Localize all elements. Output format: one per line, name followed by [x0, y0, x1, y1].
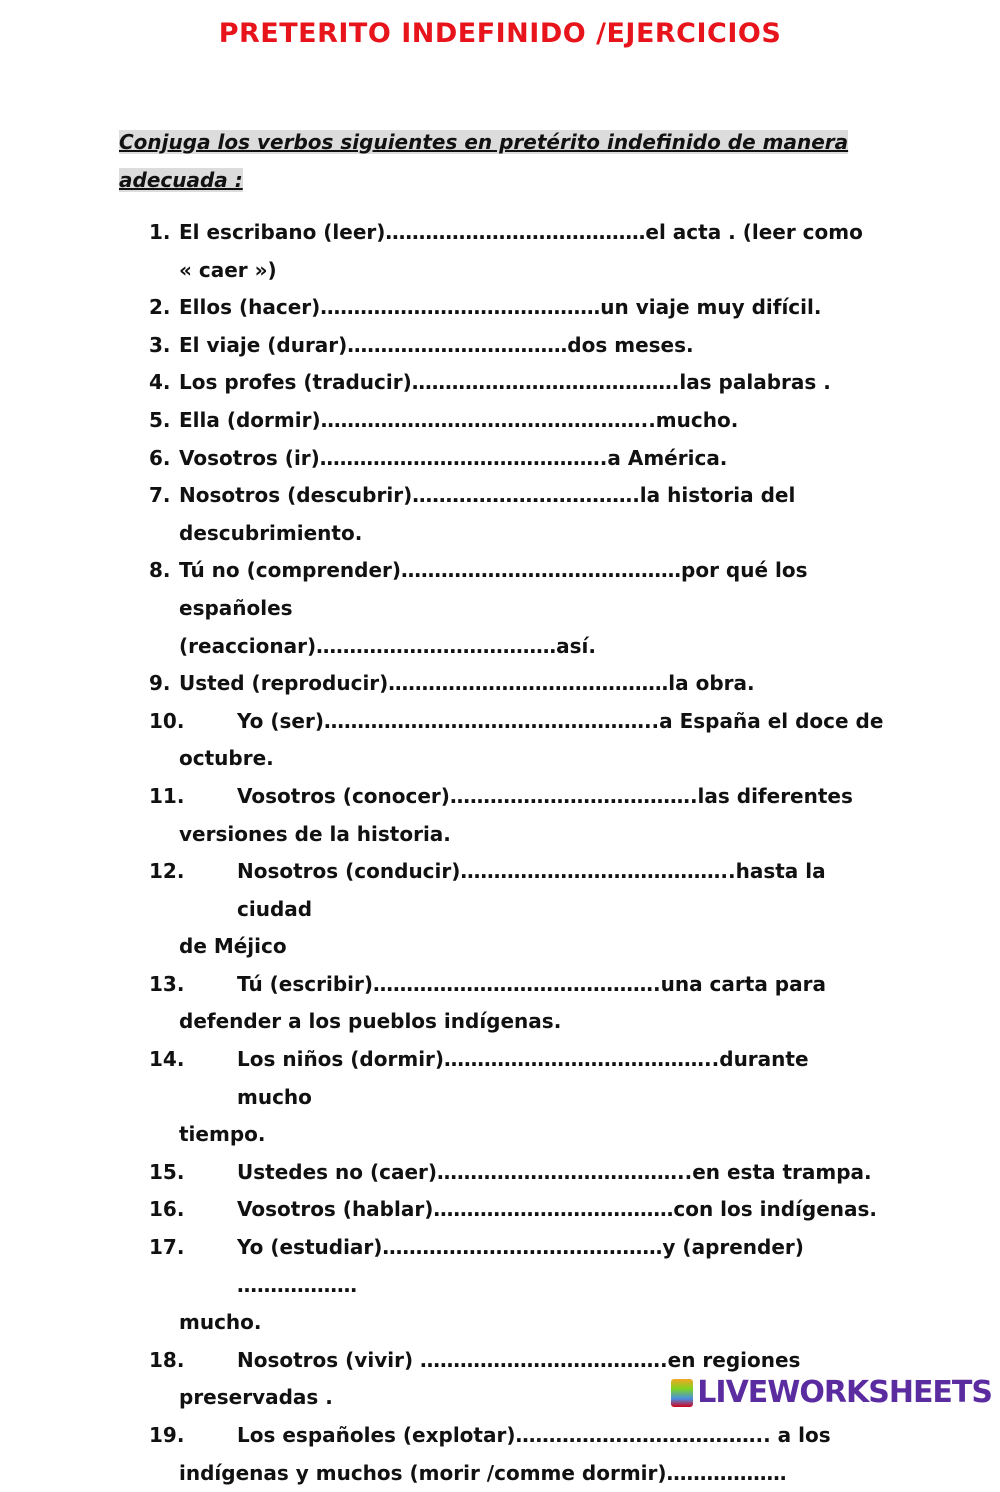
exercise-item: [149, 364, 889, 402]
exercise-item: [149, 1417, 889, 1492]
exercise-item: [149, 1041, 889, 1154]
exercise-number: 2.: [149, 295, 171, 320]
exercise-number: 7.: [149, 483, 171, 508]
exercise-number: 17.: [149, 1235, 185, 1260]
exercise-line: de Méjico: [179, 934, 287, 959]
exercise-number: 9.: [149, 671, 171, 696]
exercise-item: [149, 1229, 889, 1342]
exercise-number: 16.: [149, 1197, 185, 1222]
exercise-item: [149, 289, 889, 327]
instructions-text: Conjuga los verbos siguientes en pretérito indefinido de manera adecuada :: [119, 130, 849, 192]
exercise-line: Nosotros (descubrir)…………………………….la historia del: [179, 483, 796, 508]
exercise-line: Vosotros (ir)…………………………………….a América.: [179, 445, 728, 470]
exercise-line: El escribano (leer)…………………………………el acta . (leer como: [179, 220, 863, 244]
liveworksheets-logo: [671, 1375, 992, 1410]
exercise-line: mucho.: [179, 1310, 262, 1335]
exercise-item: [149, 214, 889, 289]
brand-badge-icon: [671, 1379, 693, 1407]
exercise-number: 8.: [149, 558, 171, 583]
exercise-number: 5.: [149, 407, 171, 432]
exercise-number: 1.: [149, 220, 171, 244]
exercise-line: preservadas .: [179, 1385, 333, 1410]
exercise-line: Ustedes no (caer)………………………………..en esta trampa.: [237, 1159, 872, 1184]
exercise-line: Vosotros (hablar)………………………………con los indígenas.: [237, 1197, 877, 1222]
exercise-number: 10.: [149, 708, 185, 733]
exercise-item: [149, 1154, 889, 1192]
page-title: PRETERITO INDEFINIDO /EJERCICIOS: [218, 18, 782, 49]
exercise-line: El viaje (durar)……………………………dos meses.: [179, 332, 694, 357]
exercise-line: Yo (ser)…………………………………………..a España el doce de: [237, 708, 884, 733]
exercise-line: Los españoles (explotar)……………………………….. a los: [237, 1423, 831, 1447]
exercise-item: [149, 853, 889, 966]
exercise-item: [149, 665, 889, 703]
exercise-line: Los profes (traducir)………………………………….las palabras .: [179, 370, 831, 395]
exercise-line: « caer »): [179, 257, 277, 282]
exercise-item: [149, 552, 889, 665]
exercise-item: [149, 477, 889, 552]
exercise-line: versiones de la historia.: [179, 821, 451, 846]
exercise-line: Los niños (dormir)…………………………………..durante mucho: [237, 1047, 809, 1109]
exercise-number: 13.: [149, 971, 185, 996]
exercise-item: [149, 703, 889, 778]
exercise-number: 11.: [149, 783, 185, 808]
exercise-line: indígenas y muchos (morir /comme dormir)………………: [179, 1460, 787, 1485]
exercise-item: [149, 440, 889, 478]
exercise-line: Usted (reproducir)……………………………………la obra.: [179, 671, 755, 696]
exercise-list: [149, 214, 889, 1492]
exercise-number: 18.: [149, 1347, 185, 1372]
exercise-number: 14.: [149, 1047, 185, 1072]
exercise-line: descubrimiento.: [179, 520, 363, 545]
exercise-number: 19.: [149, 1423, 185, 1447]
exercise-item: [149, 1191, 889, 1229]
exercise-line: Vosotros (conocer)……………………………….las diferentes: [237, 783, 853, 808]
exercise-item: [149, 327, 889, 365]
instructions: [119, 123, 859, 199]
exercise-number: 12.: [149, 859, 185, 884]
exercise-item: [149, 402, 889, 440]
exercise-line: Yo (estudiar)……………………………………y (aprender) ………………: [237, 1235, 804, 1297]
exercise-line: (reaccionar)………………………………así.: [179, 633, 596, 658]
exercise-line: Ella (dormir)…………………………………………..mucho.: [179, 407, 739, 432]
exercise-line: Nosotros (conducir)…………………………………..hasta la ciudad: [237, 859, 826, 921]
exercise-line: Nosotros (vivir) ……………………………….en regiones: [237, 1347, 801, 1372]
exercise-number: 15.: [149, 1159, 185, 1184]
brand-name: LIVEWORKSHEETS: [697, 1375, 992, 1410]
exercise-item: [149, 778, 889, 853]
exercise-item: [149, 966, 889, 1041]
exercise-line: Ellos (hacer)……………………………………un viaje muy difícil.: [179, 295, 822, 320]
exercise-number: 6.: [149, 445, 171, 470]
exercise-line: octubre.: [179, 746, 274, 771]
exercise-line: Tú no (comprender)……………………………………por qué los españoles: [179, 558, 808, 620]
exercise-line: tiempo.: [179, 1122, 266, 1147]
exercise-number: 3.: [149, 332, 171, 357]
exercise-number: 4.: [149, 370, 171, 395]
exercise-line: defender a los pueblos indígenas.: [179, 1009, 562, 1034]
exercise-line: Tú (escribir)…………………………………….una carta para: [237, 971, 826, 996]
